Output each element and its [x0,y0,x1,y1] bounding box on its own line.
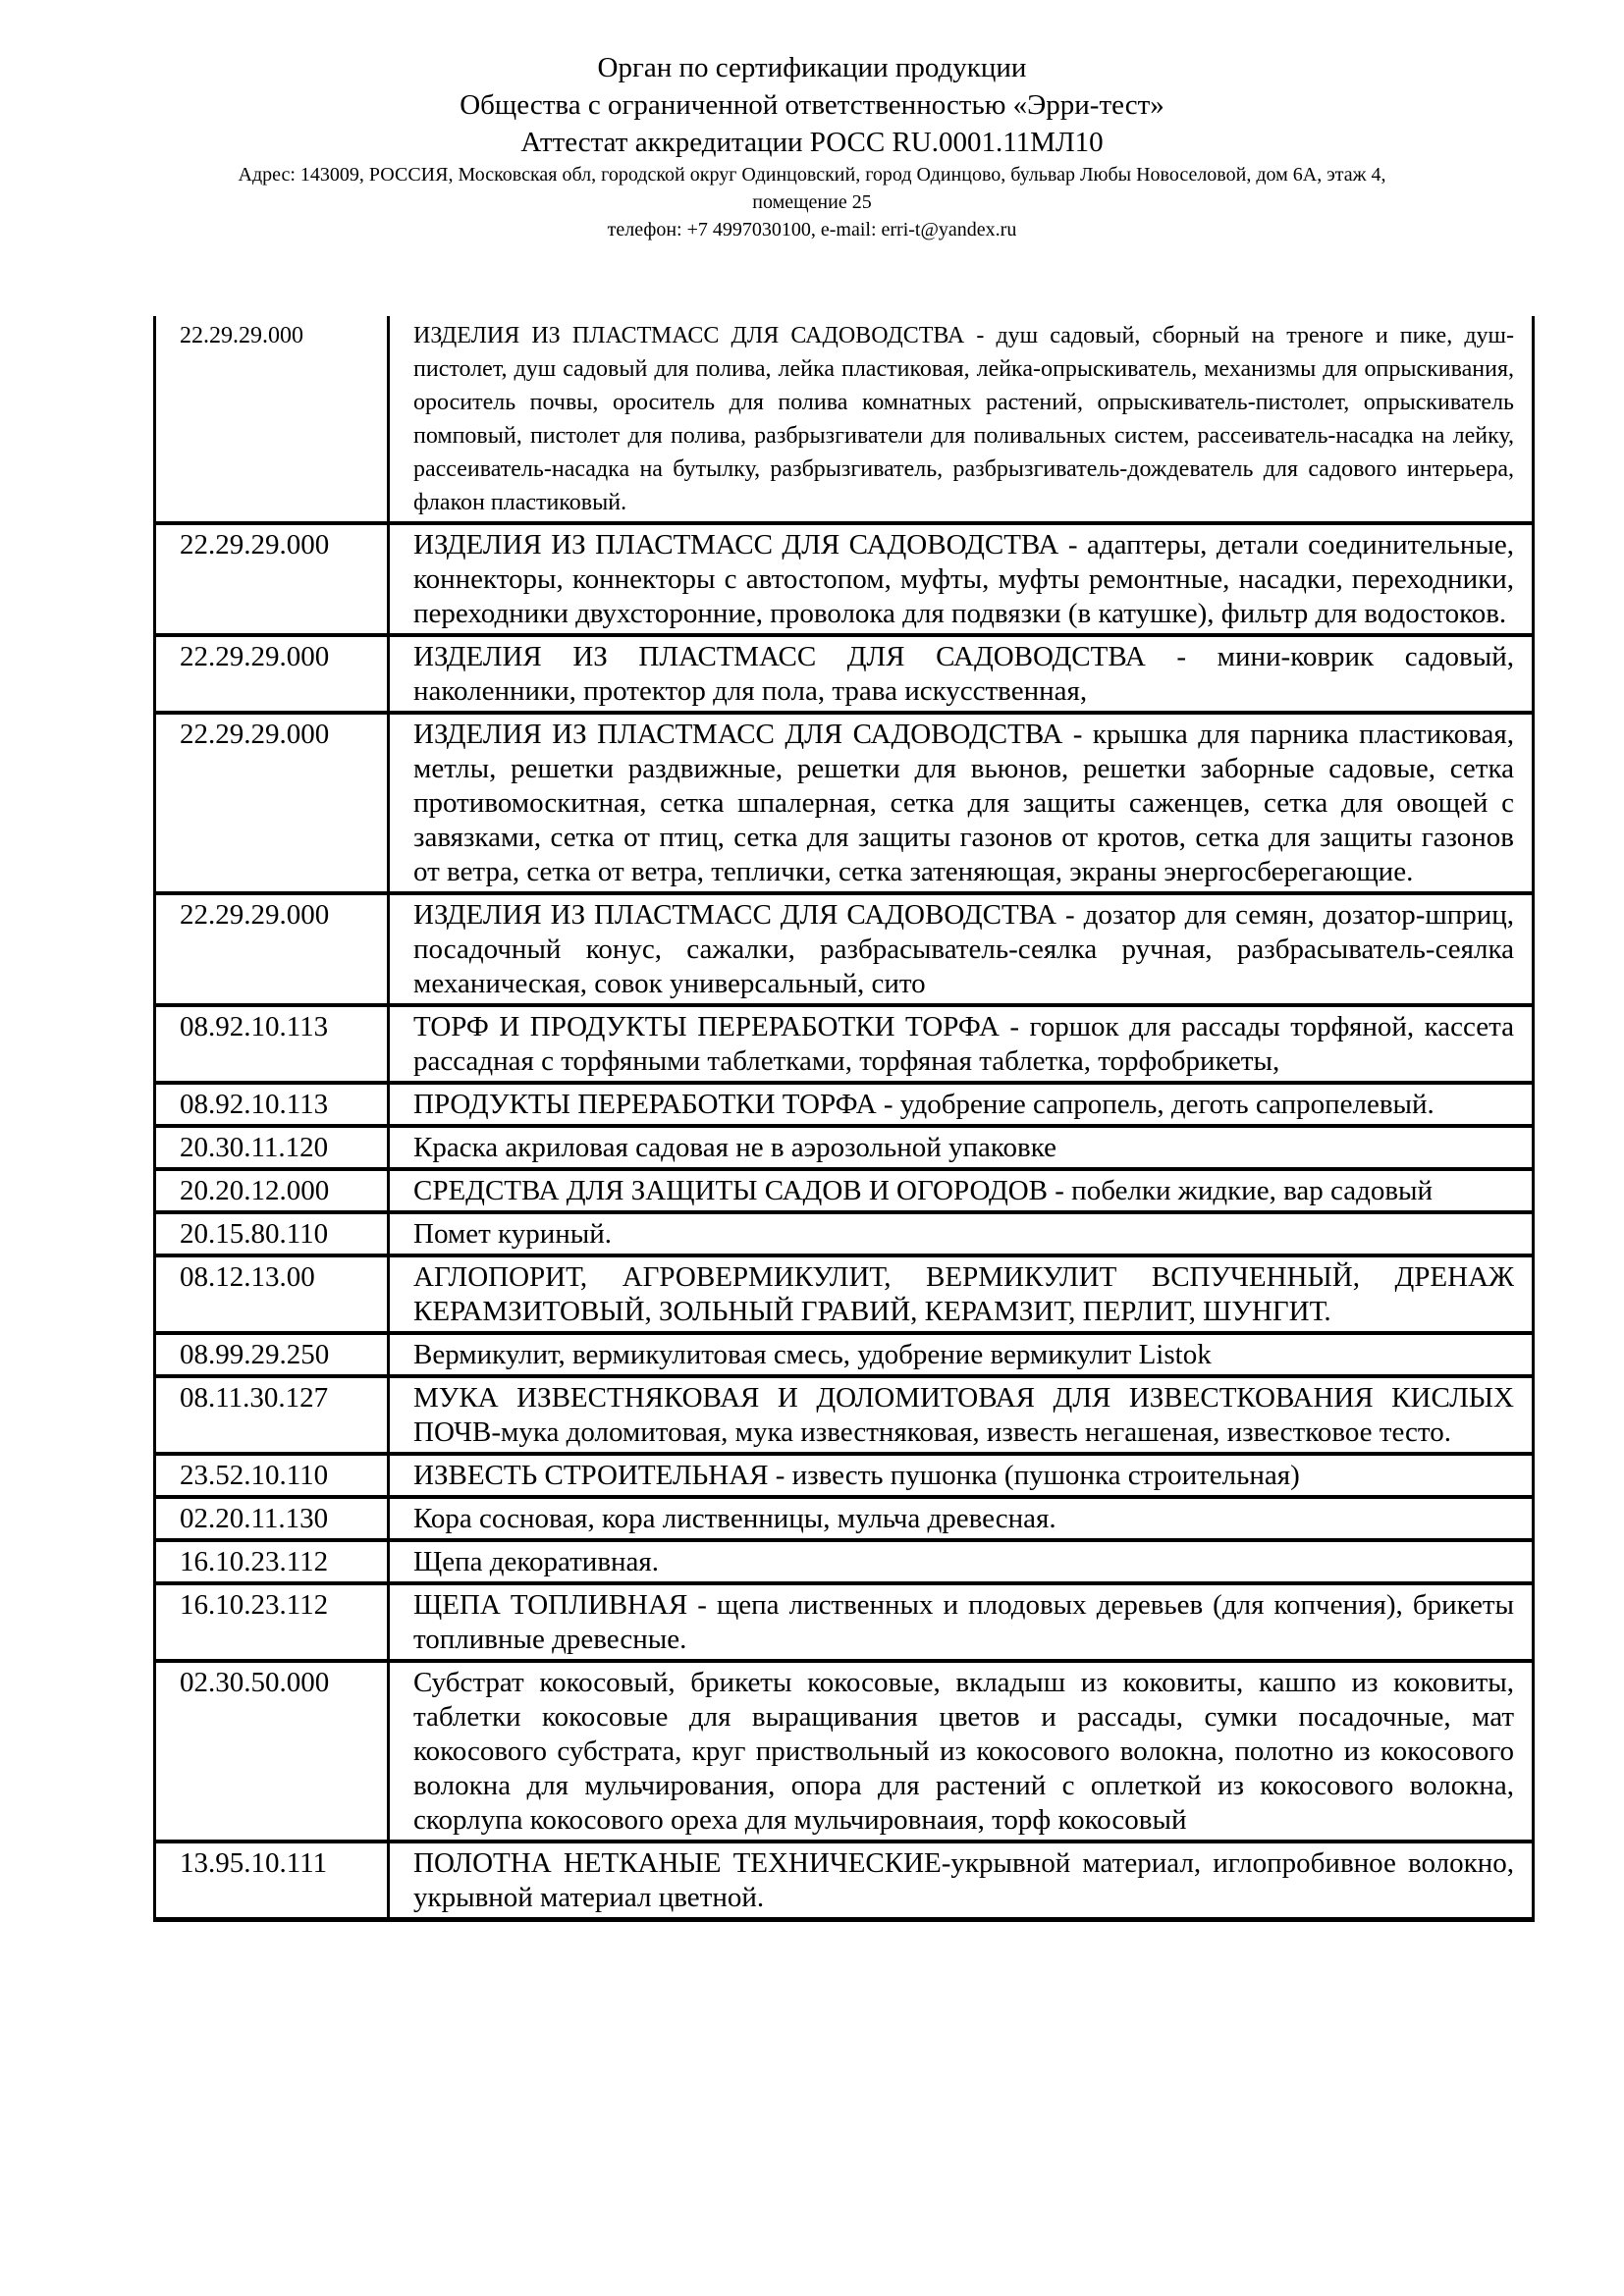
row-code: 16.10.23.112 [155,1583,389,1661]
row-description: Щепа декоративная. [413,1546,659,1577]
row-code: 23.52.10.110 [155,1454,389,1497]
row-code: 02.20.11.130 [155,1497,389,1540]
row-description: Вермикулит, вермикулитовая смесь, удобрение вермикулит Listok [413,1339,1212,1370]
row-description: ИЗВЕСТЬ СТРОИТЕЛЬНАЯ - известь пушонка (пушонка строительная) [413,1460,1300,1491]
table-row [155,1083,1534,1126]
row-code: 20.20.12.000 [155,1169,389,1212]
row-code: 16.10.23.112 [155,1540,389,1583]
product-table-body [155,316,1534,1920]
row-description: ЩЕПА ТОПЛИВНАЯ - щепа лиственных и плодовых деревьев (для копчения), брикеты топливные древесные. [413,1589,1514,1655]
table-row [155,1376,1534,1454]
row-description: СРЕДСТВА ДЛЯ ЗАЩИТЫ САДОВ И ОГОРОДОВ - побелки жидкие, вар садовый [413,1175,1434,1206]
table-row [155,1255,1534,1333]
table-row [155,1169,1534,1212]
row-description: ПРОДУКТЫ ПЕРЕРАБОТКИ ТОРФА - удобрение сапропель, деготь сапропелевый. [413,1089,1435,1120]
row-description: МУКА ИЗВЕСТНЯКОВАЯ И ДОЛОМИТОВАЯ ДЛЯ ИЗВЕСТКОВАНИЯ КИСЛЫХ ПОЧВ-мука доломитовая, мука известняковая, известь негашеная, известковое тесто. [413,1382,1514,1448]
row-description: ПОЛОТНА НЕТКАНЫЕ ТЕХНИЧЕСКИЕ-укрывной материал, иглопробивное волокно, укрывной материал цветной. [413,1847,1514,1913]
row-description: ИЗДЕЛИЯ ИЗ ПЛАСТМАСС ДЛЯ САДОВОДСТВА - дозатор для семян, дозатор-шприц, посадочный конус, сажалки, разбрасыватель-сеялка ручная, разбрасыватель-сеялка механическая, совок универсальный, сито [413,899,1514,999]
table-row [155,1333,1534,1376]
row-code: 22.29.29.000 [155,635,389,713]
table-row [155,1497,1534,1540]
table-row [155,316,1534,523]
row-code: 08.11.30.127 [155,1376,389,1454]
row-code: 22.29.29.000 [155,893,389,1005]
row-description: ИЗДЕЛИЯ ИЗ ПЛАСТМАСС ДЛЯ САДОВОДСТВА - крышка для парника пластиковая, метлы, решетки раздвижные, решетки для вьюнов, решетки заборные садовые, сетка противомоскитная, сетка шпалерная, сетка для защиты саженцев, сетка для овощей с завязками, сетка от птиц, сетка для защиты газонов от кротов, сетка для защиты газонов от ветра, сетка от ветра, теплички, сетка затеняющая, экраны энергосберегающие. [413,719,1514,887]
row-code: 08.92.10.113 [155,1005,389,1083]
row-description: Краска акриловая садовая не в аэрозольной упаковке [413,1132,1056,1163]
row-code: 22.29.29.000 [155,523,389,635]
table-row [155,635,1534,713]
header-contact-line: телефон: +7 4997030100, e-mail: erri-t@yandex.ru [607,219,1017,240]
row-description: АГЛОПОРИТ, АГРОВЕРМИКУЛИТ, ВЕРМИКУЛИТ ВСПУЧЕННЫЙ, ДРЕНАЖ КЕРАМЗИТОВЫЙ, ЗОЛЬНЫЙ ГРАВИЙ, КЕРАМЗИТ, ПЕРЛИТ, ШУНГИТ. [413,1261,1514,1327]
row-code: 20.30.11.120 [155,1126,389,1169]
table-row [155,1842,1534,1920]
document-header [0,0,1624,243]
table-row [155,893,1534,1005]
row-code: 08.12.13.00 [155,1255,389,1333]
header-address-line-2: помещение 25 [752,191,872,213]
table-row [155,1126,1534,1169]
row-description: ИЗДЕЛИЯ ИЗ ПЛАСТМАСС ДЛЯ САДОВОДСТВА - адаптеры, детали соединительные, коннекторы, коннекторы с автостопом, муфты, муфты ремонтные, насадки, переходники, переходники двухсторонние, проволока для подвязки (в катушке), фильтр для водостоков. [413,529,1514,629]
row-description: Помет куриный. [413,1218,613,1250]
row-code: 08.92.10.113 [155,1083,389,1126]
row-description: Субстрат кокосовый, брикеты кокосовые, вкладыш из коковиты, кашпо из коковиты, таблетки кокосовые для выращивания цветов и рассады, сумки посадочные, мат кокосового субстрата, круг приствольный из кокосового волокна, полотно из кокосового волокна для мульчирования, опора для растений с оплеткой из кокосового волокна, скорлупа кокосового ореха для мульчировнаия, торф кокосовый [413,1667,1514,1836]
row-code: 02.30.50.000 [155,1661,389,1842]
row-description: ИЗДЕЛИЯ ИЗ ПЛАСТМАСС ДЛЯ САДОВОДСТВА - душ садовый, сборный на треноге и пике, душ-пистолет, душ садовый для полива, лейка пластиковая, лейка-опрыскиватель, механизмы для опрыскивания, ороситель почвы, ороситель для полива комнатных растений, опрыскиватель-пистолет, опрыскиватель помповый, пистолет для полива, разбрызгиватели для поливальных систем, рассеиватель-насадка на лейку, рассеиватель-насадка на бутылку, разбрызгиватель, разбрызгиватель-дождеватель для садового интерьера, флакон пластиковый. [413,323,1514,515]
row-code: 13.95.10.111 [155,1842,389,1920]
row-code: 22.29.29.000 [155,713,389,893]
header-company-line: Общества с ограниченной ответственностью «Эрри-тест» [460,89,1164,121]
row-code: 22.29.29.000 [155,316,389,523]
table-row [155,523,1534,635]
header-address-line-1: Адрес: 143009, РОССИЯ, Московская обл, городской округ Одинцовский, город Одинцово, бульвар Любы Новоселовой, дом 6А, этаж 4, [238,164,1386,186]
row-code: 20.15.80.110 [155,1212,389,1255]
table-row [155,1212,1534,1255]
header-accreditation-line: Аттестат аккредитации РОСС RU.0001.11МЛ10 [520,127,1104,158]
table-row [155,1454,1534,1497]
table-row [155,1583,1534,1661]
row-description: Кора сосновая, кора лиственницы, мульча древесная. [413,1503,1056,1534]
row-code: 08.99.29.250 [155,1333,389,1376]
product-table [153,316,1535,1922]
table-row [155,1661,1534,1842]
row-description: ТОРФ И ПРОДУКТЫ ПЕРЕРАБОТКИ ТОРФА - горшок для рассады торфяной, кассета рассадная с торфяными таблетками, торфяная таблетка, торфобрикеты, [413,1011,1514,1077]
table-row [155,1540,1534,1583]
row-description: ИЗДЕЛИЯ ИЗ ПЛАСТМАСС ДЛЯ САДОВОДСТВА - мини-коврик садовый, наколенники, протектор для пола, трава искусственная, [413,641,1514,707]
table-row [155,1005,1534,1083]
table-row [155,713,1534,893]
header-org-line: Орган по сертификации продукции [597,52,1027,83]
